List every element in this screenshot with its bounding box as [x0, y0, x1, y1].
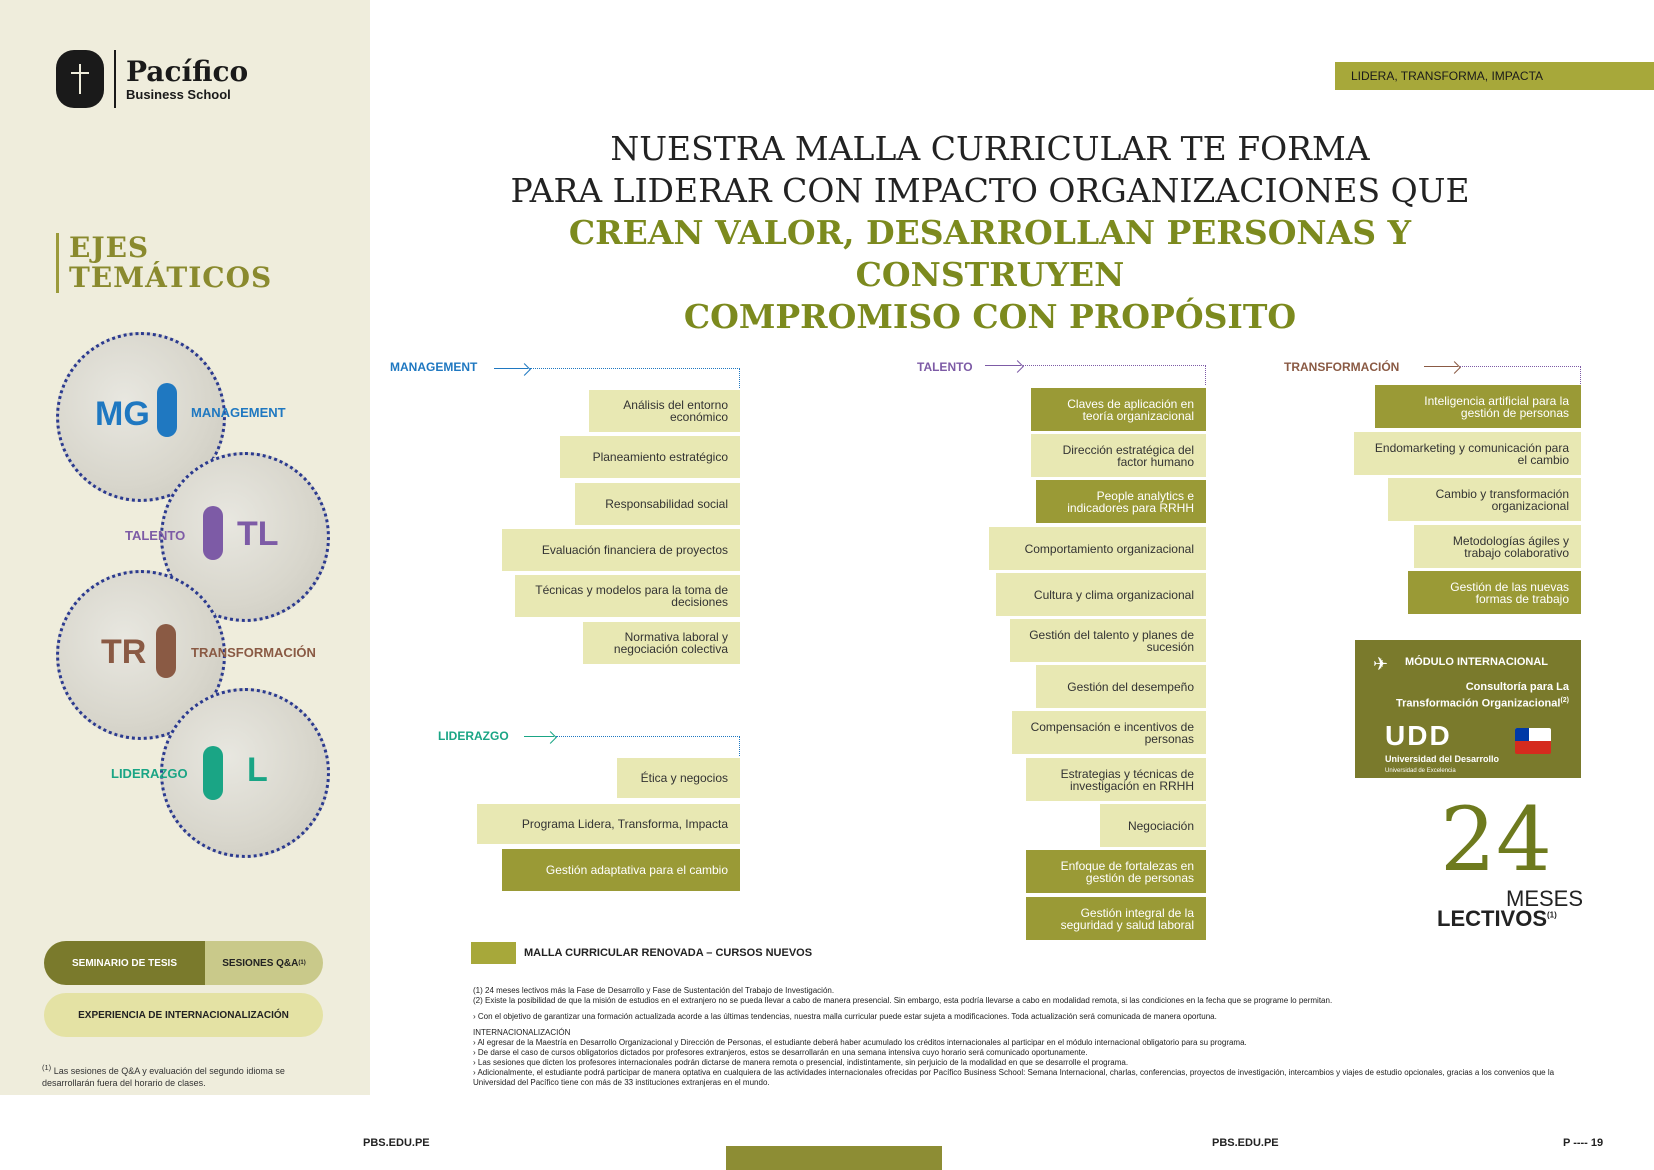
course-label: Normativa laboral y negociación colectiva [613, 630, 728, 656]
seminario-label: SEMINARIO DE TESIS [71, 957, 177, 969]
talento-course-9 [1026, 758, 1206, 801]
course-label: Programa Lidera, Transforma, Impacta [521, 817, 728, 831]
logo-mark-icon [56, 50, 104, 108]
talento-course-11 [1026, 850, 1206, 893]
talento-arrow-icon [985, 365, 1021, 366]
talento-course-2 [1031, 434, 1206, 477]
udd-sub: Universidad de Excelencia [1385, 768, 1456, 774]
management-course-1 [589, 390, 740, 432]
heading-line1: NUESTRA MALLA CURRICULAR TE FORMA [610, 129, 1370, 168]
course-label: Cultura y clima organizacional [1033, 587, 1194, 602]
axis-pill-management [157, 383, 177, 437]
course-label: Enfoque de fortalezas en gestión de personas [1060, 858, 1194, 885]
heading-line4: COMPROMISO CON PROPÓSITO [683, 297, 1297, 336]
management-course-4 [502, 529, 740, 571]
duration-sup: (1) [1547, 910, 1557, 920]
course-label: People analytics e indicadores para RRHH [1067, 488, 1194, 515]
liderazgo-dotline [556, 736, 740, 756]
talento-course-10 [1100, 804, 1206, 847]
talento-title: TALENTO [917, 360, 973, 374]
axis-pill-transformacion [156, 624, 176, 678]
note-3: › Con el objetivo de garantizar una formación actualizada acorde a las últimas tendencias, nuestra malla curricular puede estar sujeta a modificaciones. Toda actualización será comunicada de manera oportuna. [473, 1012, 1217, 1021]
intl-note-4: › Adicionalmente, el estudiante podrá participar de manera optativa en cualquiera de las actividades internacionales ofrecidas por Pacífico Business School: Semana Internacional, charlas, conferencias, proyectos de investigación, intercambios y viajes de estudio opcionales, gracias a los convenios que la Universidad del Pacífico tiene con más de 33 instituciones extranjeras en el mundo. [473, 1068, 1555, 1087]
course-label: Estrategias y técnicas de investigación en RRHH [1060, 766, 1194, 793]
legend-swatch [471, 942, 516, 964]
course-label: Gestión del desempeño [1067, 679, 1194, 694]
transformacion-arrow-icon [1424, 366, 1458, 367]
axis-label-talento: TALENTO [125, 528, 186, 543]
course-label: Técnicas y modelos para la toma de decisiones [535, 583, 728, 609]
intl-title: INTERNACIONALIZACIÓN [473, 1028, 571, 1037]
transformacion-title: TRANSFORMACIÓN [1284, 360, 1400, 374]
chile-flag-icon [1515, 728, 1551, 754]
talento-course-5 [996, 573, 1206, 616]
axis-label-liderazgo: LIDERAZGO [111, 766, 188, 781]
course-label: Responsabilidad social [605, 497, 728, 511]
liderazgo-arrow-icon [524, 736, 554, 737]
course-label: Ética y negocios [640, 771, 728, 785]
axis-label-transformacion: TRANSFORMACIÓN [191, 645, 316, 660]
ejes-title [56, 233, 272, 293]
tagline-text: LIDERA, TRANSFORMA, IMPACTA [1351, 69, 1544, 83]
note-1: (1) 24 meses lectivos más la Fase de Desarrollo y Fase de Sustentación del Trabajo de Investigación. [473, 986, 835, 995]
note-2: (2) Existe la posibilidad de que la misión de estudios en el extranjero no se pueda llevar a cabo de manera presencial. Sin embargo, esta podría llevarse a cabo en modalidad remota, si las condiciones en la fecha que se programe lo permitan. [473, 996, 1333, 1005]
course-label: Gestión integral de la seguridad y salud laboral [1060, 905, 1194, 932]
transformacion-course-5 [1408, 571, 1581, 614]
footnotes [473, 986, 1583, 1088]
course-label: Metodologías ágiles y trabajo colaborativo [1452, 533, 1569, 560]
modulo-course-line2: Transformación Organizacional [1396, 697, 1561, 710]
talento-dotline [1023, 365, 1206, 385]
experiencia-label: EXPERIENCIA DE INTERNACIONALIZACIÓN [78, 1009, 289, 1021]
talento-course-4 [989, 527, 1206, 570]
ejes-title-line2: TEMÁTICOS [69, 261, 273, 294]
legend-text: MALLA CURRICULAR RENOVADA – CURSOS NUEVOS [524, 947, 813, 959]
modulo-course-line1: Consultoría para La [1465, 681, 1569, 693]
course-label: Cambio y transformación organizacional [1435, 486, 1569, 513]
duration-meses: MESES [1506, 886, 1584, 911]
intl-note-1: › Al egresar de la Maestría en Desarrollo Organizacional y Dirección de Personas, el estudiante deberá haber acumulado los créditos internacionales al participar en el módulo internacional obligatorio para su programa. [473, 1038, 1247, 1047]
talento-course-7 [1036, 665, 1206, 708]
sidebar-footnote [42, 1062, 322, 1089]
course-label: Gestión adaptativa para el cambio [545, 863, 728, 877]
ejes-title-line1: EJES [69, 231, 150, 264]
talento-course-6 [1010, 619, 1206, 662]
sesiones-sup: (1) [298, 960, 306, 966]
course-label: Dirección estratégica del factor humano [1062, 442, 1194, 469]
axis-code-talento: TL [237, 515, 279, 553]
talento-course-1 [1031, 388, 1206, 431]
axis-code-transformacion: TR [101, 633, 147, 671]
axis-pill-liderazgo [203, 746, 223, 800]
liderazgo-course-2 [477, 804, 740, 844]
intl-note-2: › De darse el caso de cursos obligatorios dictados por profesores extranjeros, estos se desarrollarán en una semana intensiva cuyo horario será comunicado oportunamente. [473, 1048, 1088, 1057]
sesiones-label: SESIONES Q&A [222, 957, 299, 969]
heading-line3: CREAN VALOR, DESARROLLAN PERSONAS Y CONSTRUYEN [568, 213, 1412, 294]
page-number: P ---- 19 [1563, 1137, 1604, 1149]
sidebar [0, 0, 370, 1095]
brand-logo[interactable] [56, 50, 248, 108]
liderazgo-course-1 [617, 758, 740, 798]
footer-link-right[interactable]: PBS.EDU.PE [1212, 1137, 1279, 1149]
heading-line2: PARA LIDERAR CON IMPACTO ORGANIZACIONES QUE [510, 171, 1470, 210]
modulo-course [1396, 680, 1569, 711]
transformacion-course-4 [1414, 525, 1581, 568]
udd-name-text: Universidad del Desarrollo [1385, 754, 1500, 764]
axis-label-management: MANAGEMENT [191, 405, 286, 420]
transformacion-dotline [1460, 366, 1581, 386]
management-course-3 [575, 483, 740, 525]
brand-name: Pacífico [126, 54, 249, 88]
course-label: Gestión de las nuevas formas de trabajo [1450, 579, 1569, 606]
sidebar-footnote-mark: (1) [42, 1063, 52, 1072]
course-label: Planeamiento estratégico [592, 450, 728, 464]
course-label: Inteligencia artificial para la gestión de personas [1424, 393, 1569, 420]
axis-code-liderazgo: L [247, 751, 268, 789]
transformacion-course-3 [1388, 478, 1581, 521]
logo-divider [114, 50, 116, 108]
course-label: Compensación e incentivos de personas [1030, 719, 1194, 746]
modulo-title: MÓDULO INTERNACIONAL [1405, 656, 1548, 668]
duration-lectivos-text: LECTIVOS [1437, 906, 1548, 931]
sidebar-footnote-text: Las sesiones de Q&A y evaluación del segundo idioma se desarrollarán fuera del horario de clases. [42, 1066, 285, 1088]
modulo-sup: (2) [1560, 697, 1569, 704]
duration-number: 24 [1440, 788, 1552, 891]
management-arrow-icon [494, 368, 528, 369]
airplane-icon: ✈ [1373, 654, 1389, 674]
sesiones-button[interactable] [205, 941, 323, 985]
transformacion-course-1 [1375, 385, 1581, 428]
talento-course-8 [1012, 711, 1206, 754]
management-course-6 [583, 622, 740, 664]
management-course-5 [515, 575, 740, 617]
transformacion-course-2 [1354, 432, 1581, 475]
udd-name [1385, 754, 1499, 774]
management-course-2 [560, 436, 740, 478]
brand-sub: Business School [126, 86, 231, 102]
course-label: Endomarketing y comunicación para el cambio [1374, 440, 1569, 467]
axis-pill-talento [203, 506, 223, 560]
intl-note-3: › Las sesiones que dicten los profesores internacionales podrán dictarse de manera remota o presencial, indistintamente, sin perjuicio de la modalidad en que se desarrolle el programa. [473, 1058, 1129, 1067]
course-label: Evaluación financiera de proyectos [541, 543, 728, 557]
udd-logo: UDD [1385, 720, 1452, 751]
talento-course-3 [1036, 480, 1206, 523]
page-heading [440, 128, 1540, 338]
management-dotline [530, 368, 740, 388]
duration-lectivos [1437, 906, 1557, 932]
course-label: Negociación [1127, 818, 1194, 833]
seminario-button[interactable] [44, 941, 205, 985]
experiencia-button[interactable] [44, 993, 323, 1037]
modulo-internacional-card [1355, 640, 1581, 778]
course-label: Claves de aplicación en teoría organizacional [1067, 396, 1194, 423]
footer-link-left[interactable]: PBS.EDU.PE [363, 1137, 430, 1149]
course-label: Análisis del entorno económico [623, 398, 728, 424]
tagline-banner [1335, 62, 1654, 90]
axis-code-management: MG [95, 395, 150, 433]
management-title: MANAGEMENT [390, 360, 478, 374]
footer-bar [726, 1146, 942, 1170]
liderazgo-title: LIDERAZGO [438, 729, 509, 743]
talento-course-12 [1026, 897, 1206, 940]
liderazgo-course-3 [502, 849, 740, 891]
course-label: Gestión del talento y planes de sucesión [1029, 627, 1194, 654]
course-label: Comportamiento organizacional [1024, 541, 1194, 556]
